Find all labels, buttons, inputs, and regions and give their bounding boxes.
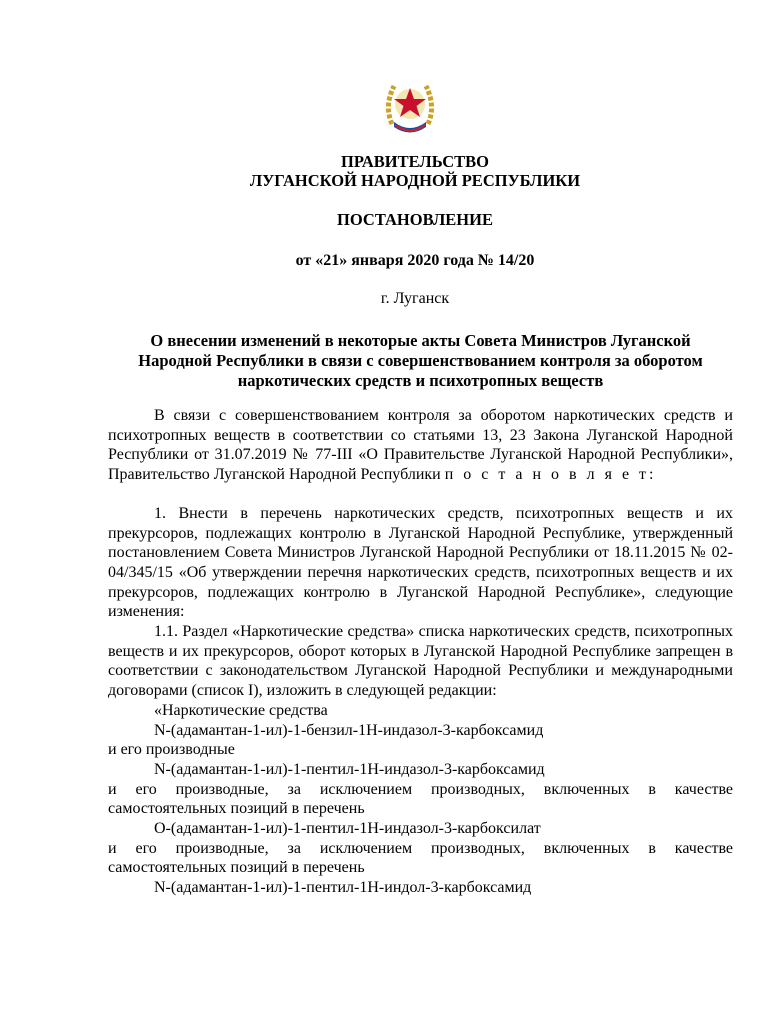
list-item-tail: и его производные — [108, 741, 235, 759]
list-item: N-(адамантан-1-ил)-1-пентил-1Н-индазол-3-карбоксамид — [154, 760, 545, 778]
paragraph-1: 1. Внести в перечень наркотических средств, психотропных веществ и их прекурсоров, подлежащих контролю в Луганской Народной Республике, утвержденный постановлением Совета Министров Луганской Народной Республики от 18.11.2015 № 02-04/345/15 «Об утверждении перечня наркотических средств, психотропных веществ и их прекурсоров, подлежащих контролю в Луганской Народной Республике», следующие изменения: — [108, 504, 733, 621]
document-subject: О внесении изменений в некоторые акты Совета Министров Луганской Народной Республики в связи с совершенствованием контроля за оборотом наркотических средств и психотропных веществ — [138, 331, 703, 390]
list-item: N-(адамантан-1-ил)-1-бензил-1Н-индазол-3-карбоксамид — [154, 721, 544, 739]
list-item: О-(адамантан-1-ил)-1-пентил-1Н-индазол-3-карбоксилат — [154, 820, 541, 838]
document-type: ПОСТАНОВЛЕНИЕ — [337, 210, 493, 229]
document-city: г. Луганск — [380, 290, 450, 307]
list-item-tail: и его производные, за исключением производных, включенных в качестве самостоятельных позиций в перечень — [108, 780, 733, 818]
list-heading: «Наркотические средства — [154, 701, 328, 719]
document-date-number: от «21» января 2020 года № 14/20 — [295, 252, 535, 269]
list-item: N-(адамантан-1-ил)-1-пентил-1Н-индол-3-карбоксамид — [154, 879, 532, 897]
lnr-coat-of-arms-icon — [382, 76, 438, 136]
government-title: ПРАВИТЕЛЬСТВО ЛУГАНСКОЙ НАРОДНОЙ РЕСПУБЛИКИ — [249, 152, 581, 190]
intro-paragraph: В связи с совершенствованием контроля за оборотом наркотических средств и психотропных веществ в соответствии со статьями 13, 23 Закона Луганской Народной Республики от 31.07.2019 № 77-III «О Правительстве Луганской Народной Республики», Правительство Луганской Народной Республики п о с т а н о в л я е т: — [108, 407, 733, 484]
document-body — [108, 406, 733, 898]
paragraph-1-1: 1.1. Раздел «Наркотические средства» списка наркотических средств, психотропных веществ и их прекурсоров, оборот которых в Луганской Народной Республике запрещен в соответствии с законодательством Луганской Народной Республики и международными договорами (список I), изложить в следующей редакции: — [108, 623, 733, 700]
list-item-tail: и его производные, за исключением производных, включенных в качестве самостоятельных позиций в перечень — [108, 839, 733, 877]
